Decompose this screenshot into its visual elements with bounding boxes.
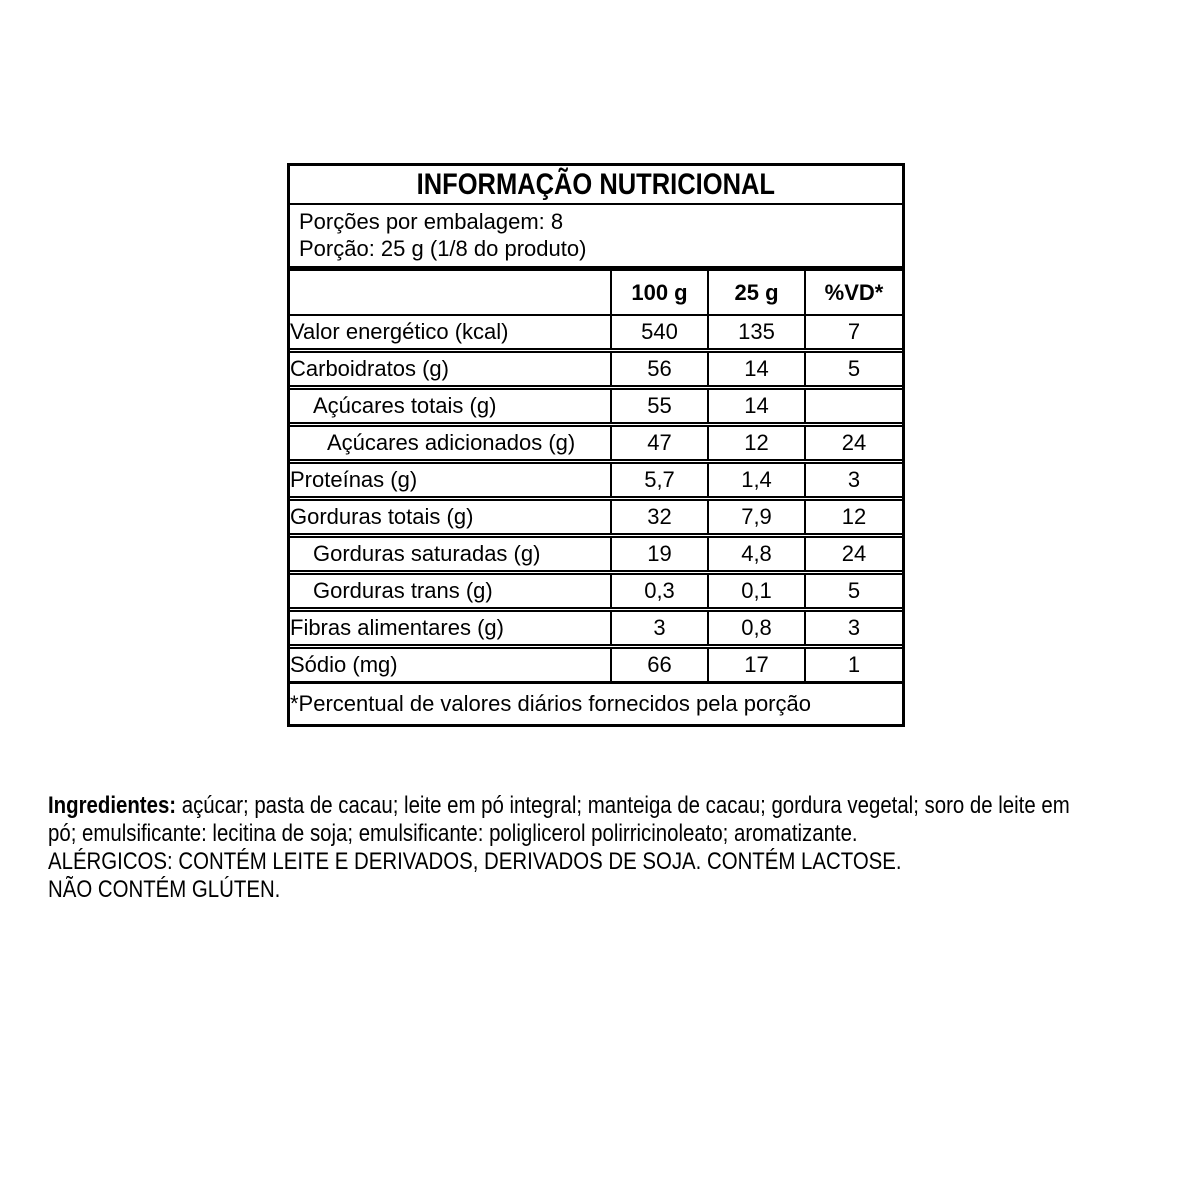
value-vd: 5: [805, 351, 902, 388]
footnote-row: [290, 683, 902, 725]
row-label: Açúcares adicionados (g): [327, 430, 576, 455]
table-row: [290, 351, 902, 388]
nutrition-table: [290, 271, 902, 724]
table-row: [290, 499, 902, 536]
serving-info: [290, 205, 902, 271]
table-row: [290, 610, 902, 647]
table-row: [290, 462, 902, 499]
value-100g: 3: [611, 610, 708, 647]
value-vd: 24: [805, 536, 902, 573]
value-vd: 5: [805, 573, 902, 610]
value-25g: 0,8: [708, 610, 805, 647]
table-row: [290, 315, 902, 351]
value-100g: 56: [611, 351, 708, 388]
value-25g: 7,9: [708, 499, 805, 536]
row-label: Carboidratos (g): [290, 356, 449, 381]
ingredients-line-2: [48, 820, 1070, 848]
serving-size: Porção: 25 g (1/8 do produto): [299, 236, 587, 261]
value-100g: 19: [611, 536, 708, 573]
value-25g: 17: [708, 647, 805, 683]
column-header-100g: 100 g: [611, 271, 708, 315]
table-row: [290, 573, 902, 610]
value-100g: 55: [611, 388, 708, 425]
table-row: [290, 388, 902, 425]
value-100g: 5,7: [611, 462, 708, 499]
row-label: Sódio (mg): [290, 652, 398, 677]
value-vd: 24: [805, 425, 902, 462]
row-label: Gorduras saturadas (g): [313, 541, 541, 566]
column-header-row: [290, 271, 902, 315]
row-label: Açúcares totais (g): [313, 393, 497, 418]
row-label: Valor energético (kcal): [290, 319, 509, 344]
table-title-text: INFORMAÇÃO NUTRICIONAL: [416, 168, 776, 201]
value-100g: 47: [611, 425, 708, 462]
row-label: Gorduras trans (g): [313, 578, 493, 603]
value-vd: [805, 388, 902, 425]
table-title: [290, 166, 902, 205]
value-100g: 0,3: [611, 573, 708, 610]
gluten-statement: NÃO CONTÉM GLÚTEN.: [48, 876, 281, 903]
table-row: [290, 647, 902, 683]
ingredients-line-1: [48, 792, 1070, 820]
value-vd: 3: [805, 462, 902, 499]
table-row: [290, 536, 902, 573]
table-row: [290, 425, 902, 462]
footnote: *Percentual de valores diários fornecidos pela porção: [290, 683, 902, 725]
row-label: Proteínas (g): [290, 467, 418, 492]
value-25g: 14: [708, 388, 805, 425]
value-25g: 135: [708, 315, 805, 351]
nutrition-label-table: [287, 163, 905, 727]
row-label: Fibras alimentares (g): [290, 615, 504, 640]
column-header-vd: %VD*: [805, 271, 902, 315]
value-25g: 14: [708, 351, 805, 388]
ingredients-block: [48, 792, 1200, 904]
value-vd: 3: [805, 610, 902, 647]
value-100g: 540: [611, 315, 708, 351]
value-25g: 1,4: [708, 462, 805, 499]
row-label: Gorduras totais (g): [290, 504, 474, 529]
servings-per-package: Porções por embalagem: 8: [299, 209, 564, 234]
value-vd: 12: [805, 499, 902, 536]
column-header-empty: [290, 271, 611, 315]
value-25g: 12: [708, 425, 805, 462]
value-25g: 0,1: [708, 573, 805, 610]
column-header-25g: 25 g: [708, 271, 805, 315]
ingredients-text-1: açúcar; pasta de cacau; leite em pó integral; manteiga de cacau; gordura vegetal; soro de leite em: [176, 792, 1070, 819]
ingredients-text-2: pó; emulsificante: lecitina de soja; emulsificante: poliglicerol polirricinoleato; aromatizante.: [48, 820, 858, 847]
value-vd: 1: [805, 647, 902, 683]
value-vd: 7: [805, 315, 902, 351]
value-25g: 4,8: [708, 536, 805, 573]
allergen-statement: ALÉRGICOS: CONTÉM LEITE E DERIVADOS, DERIVADOS DE SOJA. CONTÉM LACTOSE.: [48, 848, 902, 875]
value-100g: 66: [611, 647, 708, 683]
value-100g: 32: [611, 499, 708, 536]
ingredients-label: Ingredientes:: [48, 792, 177, 819]
